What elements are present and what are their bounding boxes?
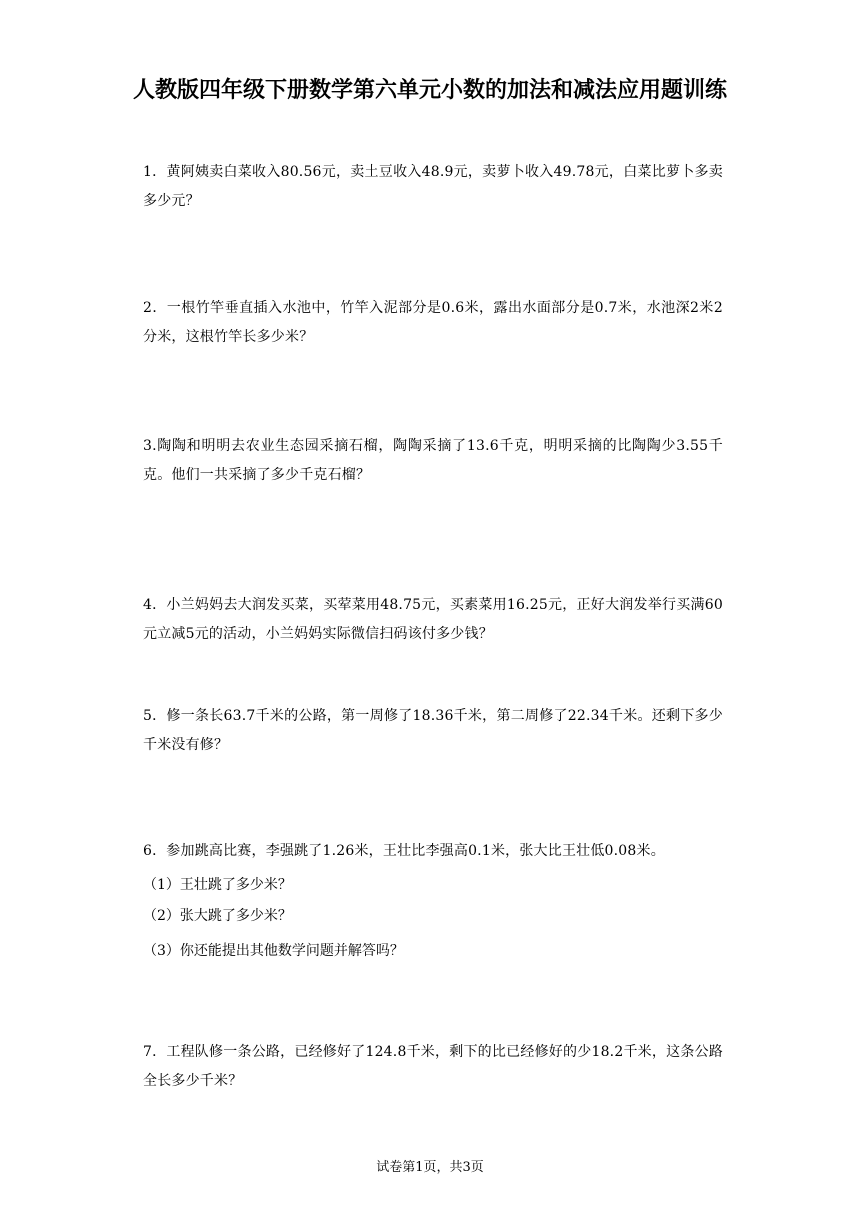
question-6-sub-3: （3）你还能提出其他数学问题并解答吗？ [143,943,404,959]
question-5: 5．修一条长63.7千米的公路，第一周修了18.36千米，第二周修了22.34千米。还剩下多少千米没有修？ [143,708,723,753]
question-6-sub-1: （1）王壮跳了多少米？ [143,877,292,893]
question-7: 7．工程队修一条公路，已经修好了124.8千米，剩下的比已经修好的少18.2千米，这条公路全长多少千米？ [143,1044,723,1089]
page-footer: 试卷第1页，共3页 [376,1160,484,1175]
question-4: 4．小兰妈妈去大润发买菜，买荤菜用48.75元，买素菜用16.25元，正好大润发举行买满60元立减5元的活动，小兰妈妈实际微信扫码该付多少钱？ [143,597,723,642]
question-6: 6．参加跳高比赛，李强跳了1.26米，王壮比李强高0.1米，张大比王壮低0.08米。 [143,843,665,859]
page-title: 人教版四年级下册数学第六单元小数的加法和减法应用题训练 [132,78,727,103]
question-6-sub-2: （2）张大跳了多少米？ [143,908,292,924]
question-2: 2．一根竹竿垂直插入水池中，竹竿入泥部分是0.6米，露出水面部分是0.7米，水池深2米2分米，这根竹竿长多少米？ [143,300,723,345]
question-1: 1．黄阿姨卖白菜收入80.56元，卖土豆收入48.9元，卖萝卜收入49.78元，白菜比萝卜多卖多少元？ [143,164,723,209]
question-3: 3.陶陶和明明去农业生态园采摘石榴，陶陶采摘了13.6千克，明明采摘的比陶陶少3.55千克。他们一共采摘了多少千克石榴？ [143,438,723,483]
